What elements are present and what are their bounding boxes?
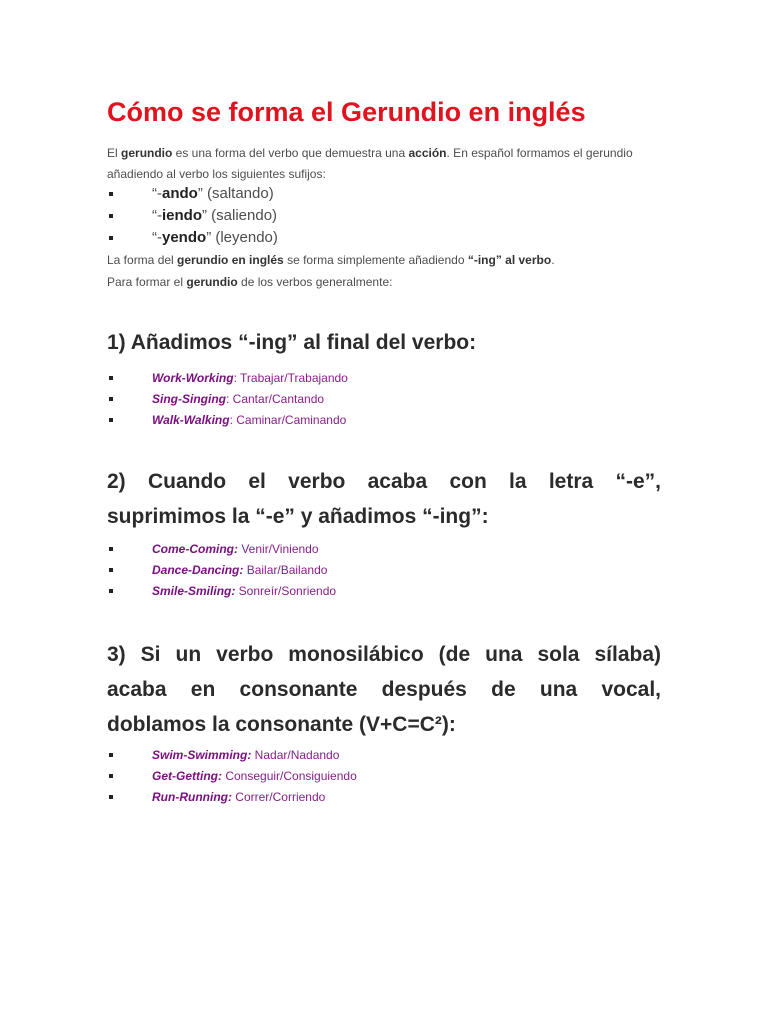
example-text bbox=[152, 539, 319, 560]
rule-1-heading: 1) Añadimos “-ing” al final del verbo: bbox=[107, 331, 477, 354]
suffix-text bbox=[152, 227, 278, 249]
intro-text-2: es una forma del verbo que demuestra una bbox=[172, 146, 409, 160]
suffix-post: ” (leyendo) bbox=[206, 229, 278, 246]
bullet-icon bbox=[109, 589, 113, 593]
example-translation: : Cantar/Cantando bbox=[226, 392, 325, 406]
example-verb: Run-Running: bbox=[152, 790, 232, 804]
rule-3-heading-line-1: 3) Si un verbo monosilábico (de una sola sílaba) bbox=[107, 643, 661, 666]
example-text bbox=[152, 766, 357, 787]
example-verb: Smile-Smiling: bbox=[152, 584, 236, 598]
page-title: Cómo se forma el Gerundio en inglés bbox=[107, 97, 586, 127]
example-verb: Sing-Singing bbox=[152, 392, 226, 406]
para2-bold-1: gerundio en inglés bbox=[177, 253, 284, 267]
suffix-text bbox=[152, 205, 277, 227]
para3-text-1: Para formar el bbox=[107, 275, 187, 289]
suffix-bold: iendo bbox=[162, 207, 202, 224]
intro-bold-gerundio: gerundio bbox=[121, 146, 173, 160]
paragraph-formation-intro bbox=[107, 272, 667, 293]
rule-3-heading bbox=[107, 637, 661, 742]
example-verb: Work-Working bbox=[152, 371, 234, 385]
example-translation: : Caminar/Caminando bbox=[229, 413, 347, 427]
example-translation: Sonreír/Sonriendo bbox=[235, 584, 337, 598]
example-verb: Come-Coming: bbox=[152, 542, 238, 556]
rule-2-heading-line-1: 2) Cuando el verbo acaba con la letra “-e”, bbox=[107, 470, 661, 493]
example-translation: Conseguir/Consiguiendo bbox=[222, 769, 357, 783]
bullet-icon bbox=[109, 236, 113, 240]
example-verb: Swim-Swimming: bbox=[152, 748, 252, 762]
paragraph-ing-form bbox=[107, 250, 667, 271]
bullet-icon bbox=[109, 753, 113, 757]
rule-2-heading bbox=[107, 464, 661, 534]
suffix-pre: “- bbox=[152, 207, 162, 224]
bullet-icon bbox=[109, 774, 113, 778]
example-translation: Bailar/Bailando bbox=[243, 563, 328, 577]
para3-text-2: de los verbos generalmente: bbox=[237, 275, 393, 289]
intro-bold-accion: acción bbox=[408, 146, 447, 160]
rule-3-heading-line-3: doblamos la consonante (V+C=C²): bbox=[107, 713, 456, 736]
suffix-bold: yendo bbox=[162, 229, 207, 246]
bullet-icon bbox=[109, 214, 113, 218]
example-text bbox=[152, 787, 325, 808]
example-text bbox=[152, 581, 336, 602]
bullet-icon bbox=[109, 547, 113, 551]
example-translation: Venir/Viniendo bbox=[238, 542, 319, 556]
example-verb: Walk-Walking bbox=[152, 413, 230, 427]
bullet-icon bbox=[109, 568, 113, 572]
suffix-bold: ando bbox=[162, 185, 198, 202]
example-translation: Correr/Corriendo bbox=[231, 790, 326, 804]
suffix-text bbox=[152, 183, 274, 205]
bullet-icon bbox=[109, 192, 113, 196]
intro-text-3: . En español formamos el gerundio añadiendo al verbo los siguientes sufijos: bbox=[107, 146, 633, 181]
example-text bbox=[152, 368, 348, 389]
example-verb: Dance-Dancing: bbox=[152, 563, 244, 577]
intro-paragraph bbox=[107, 143, 667, 185]
example-translation: : Trabajar/Trabajando bbox=[233, 371, 348, 385]
example-text bbox=[152, 389, 324, 410]
example-text bbox=[152, 560, 327, 581]
para3-bold-1: gerundio bbox=[186, 275, 238, 289]
example-text bbox=[152, 410, 346, 431]
rule-3-heading-line-2: acaba en consonante después de una vocal, bbox=[107, 678, 661, 701]
para2-text-2: se forma simplemente añadiendo bbox=[283, 253, 468, 267]
suffix-pre: “- bbox=[152, 229, 162, 246]
rule-2-heading-line-2: suprimimos la “-e” y añadimos “-ing”: bbox=[107, 505, 489, 528]
para2-text-3: . bbox=[551, 253, 555, 267]
para2-text-1: La forma del bbox=[107, 253, 178, 267]
bullet-icon bbox=[109, 418, 113, 422]
intro-text-1: El bbox=[107, 146, 122, 160]
suffix-post: ” (saliendo) bbox=[202, 207, 278, 224]
suffix-post: ” (saltando) bbox=[197, 185, 274, 202]
example-translation: Nadar/Nadando bbox=[251, 748, 340, 762]
bullet-icon bbox=[109, 376, 113, 380]
bullet-icon bbox=[109, 795, 113, 799]
para2-bold-2: “-ing” al verbo bbox=[467, 253, 552, 267]
bullet-icon bbox=[109, 397, 113, 401]
suffix-pre: “- bbox=[152, 185, 162, 202]
example-verb: Get-Getting: bbox=[152, 769, 222, 783]
example-text bbox=[152, 745, 339, 766]
